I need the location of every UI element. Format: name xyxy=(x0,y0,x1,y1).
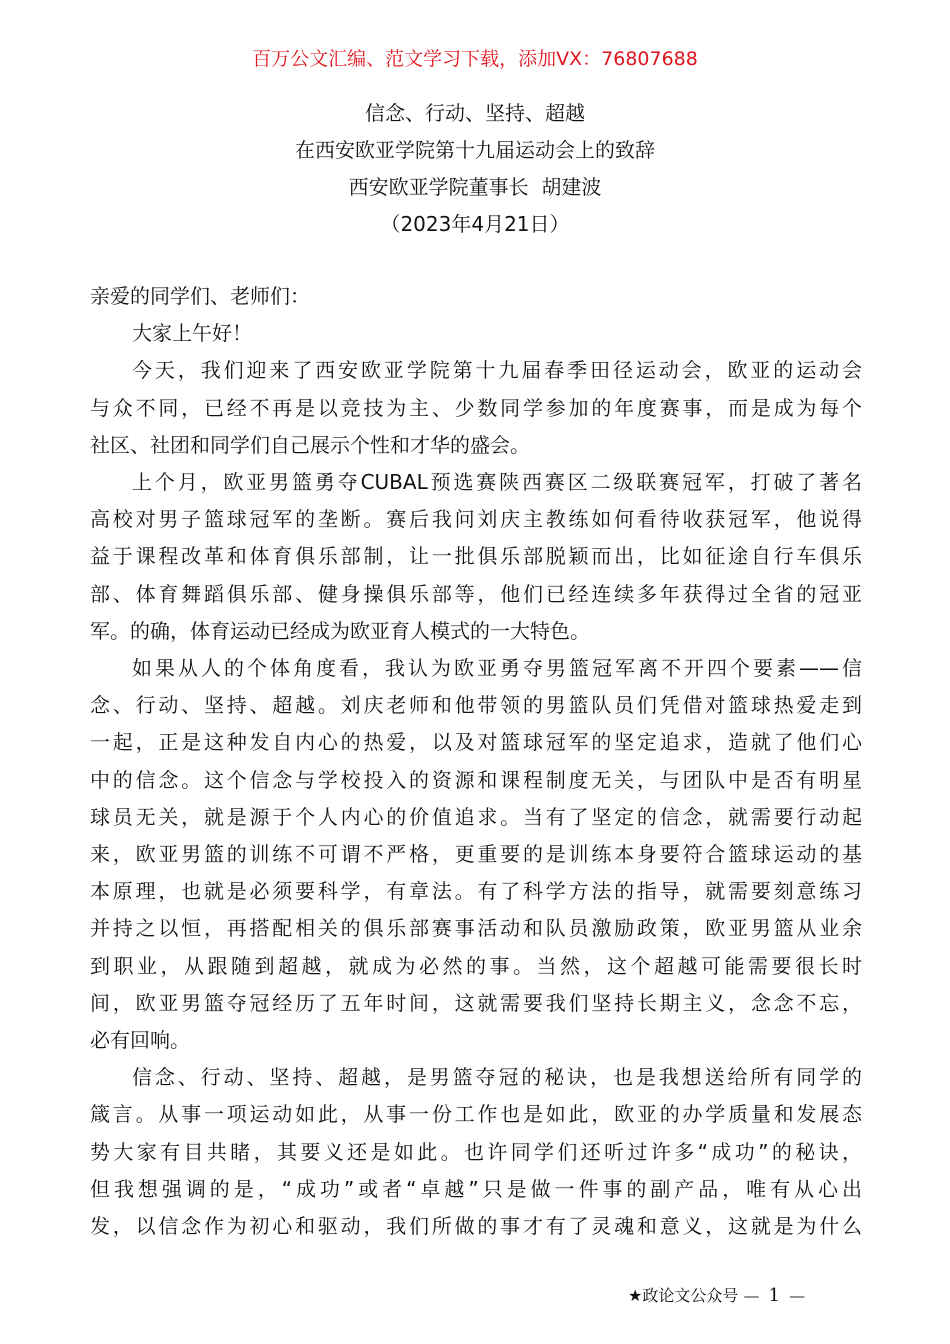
paragraph-line: 军。的确，体育运动已经成为欧亚育人模式的一大特色。 xyxy=(90,618,590,643)
paragraph-line: 发，以信念作为初心和驱动，我们所做的事才有了灵魂和意义，这就是为什么 xyxy=(90,1214,862,1239)
paragraph-line: 但我想强调的是，“成功”或者“卓越”只是做一件事的副产品，唯有从心出 xyxy=(90,1176,862,1201)
paragraph-line: 球员无关，就是源于个人内心的价值追求。当有了坚定的信念，就需要行动起 xyxy=(90,804,862,829)
paragraph-line: 与众不同，已经不再是以竞技为主、少数同学参加的年度赛事，而是成为每个 xyxy=(90,395,862,420)
paragraph-line: 益于课程改革和体育俱乐部制，让一批俱乐部脱颖而出，比如征途自行车俱乐 xyxy=(90,544,862,569)
document-title: 信念、行动、坚持、超越 xyxy=(365,101,585,125)
document-author: 西安欧亚学院董事长 胡建波 xyxy=(348,175,602,199)
document-body xyxy=(90,278,862,1245)
footer-dash-left: — xyxy=(743,1286,760,1305)
paragraph-line: 必有回响。 xyxy=(90,1028,190,1053)
paragraph-line: 高校对男子篮球冠军的垄断。赛后我问刘庆主教练如何看待收获冠军，他说得 xyxy=(90,507,862,532)
paragraph-line: 部、体育舞蹈俱乐部、健身操俱乐部等，他们已经连续多年获得过全省的冠亚 xyxy=(90,581,862,606)
paragraph-line: 信念、行动、坚持、超越，是男篮夺冠的秘诀，也是我想送给所有同学的 xyxy=(132,1065,862,1090)
paragraph-line: 到职业，从跟随到超越，就成为必然的事。当然，这个超越可能需要很长时 xyxy=(90,953,862,978)
salutation: 亲爱的同学们、老师们： xyxy=(90,284,310,308)
footer-source: ★政论文公众号 xyxy=(628,1286,739,1305)
paragraph-line: 并持之以恒，再搭配相关的俱乐部赛事活动和队员激励政策，欧亚男篮从业余 xyxy=(90,916,862,941)
paragraph-4 xyxy=(90,1059,862,1245)
document-title-block xyxy=(0,95,950,243)
document-date: （2023年4月21日） xyxy=(380,212,570,236)
page-footer xyxy=(628,1283,805,1309)
paragraph-line: 间，欧亚男篮夺冠经历了五年时间，这就需要我们坚持长期主义，念念不忘， xyxy=(90,990,862,1015)
paragraph-line: 上个月，欧亚男篮勇夺CUBAL预选赛陕西赛区二级联赛冠军，打破了著名 xyxy=(132,470,862,495)
paragraph-line: 箴言。从事一项运动如此，从事一份工作也是如此，欧亚的办学质量和发展态 xyxy=(90,1102,862,1127)
paragraph-line: 如果从人的个体角度看，我认为欧亚勇夺男篮冠军离不开四个要素——信 xyxy=(132,656,862,681)
paragraph-3 xyxy=(90,650,862,1059)
paragraph-2 xyxy=(90,464,862,650)
page-number: 1 xyxy=(768,1285,780,1306)
document-subtitle: 在西安欧亚学院第十九届运动会上的致辞 xyxy=(295,138,655,162)
paragraph-line: 势大家有目共睹，其要义还是如此。也许同学们还听过许多“成功”的秘诀， xyxy=(90,1139,862,1164)
paragraph-line: 今天，我们迎来了西安欧亚学院第十九届春季田径运动会，欧亚的运动会 xyxy=(132,358,862,383)
paragraph-1 xyxy=(90,352,862,464)
promo-banner: 百万公文汇编、范文学习下载，添加VX：76807688 xyxy=(252,48,698,70)
paragraph-line: 念、行动、坚持、超越。刘庆老师和他带领的男篮队员们凭借对篮球热爱走到 xyxy=(90,693,862,718)
footer-dash-right: — xyxy=(789,1286,806,1305)
paragraph-line: 中的信念。这个信念与学校投入的资源和课程制度无关，与团队中是否有明星 xyxy=(90,767,862,792)
paragraph-line: 来，欧亚男篮的训练不可谓不严格，更重要的是训练本身要符合篮球运动的基 xyxy=(90,842,862,867)
greeting: 大家上午好！ xyxy=(132,321,252,346)
paragraph-line: 本原理，也就是必须要科学，有章法。有了科学方法的指导，就需要刻意练习 xyxy=(90,879,862,904)
paragraph-line: 一起，正是这种发自内心的热爱，以及对篮球冠军的坚定追求，造就了他们心 xyxy=(90,730,862,755)
paragraph-line: 社区、社团和同学们自己展示个性和才华的盛会。 xyxy=(90,432,530,457)
